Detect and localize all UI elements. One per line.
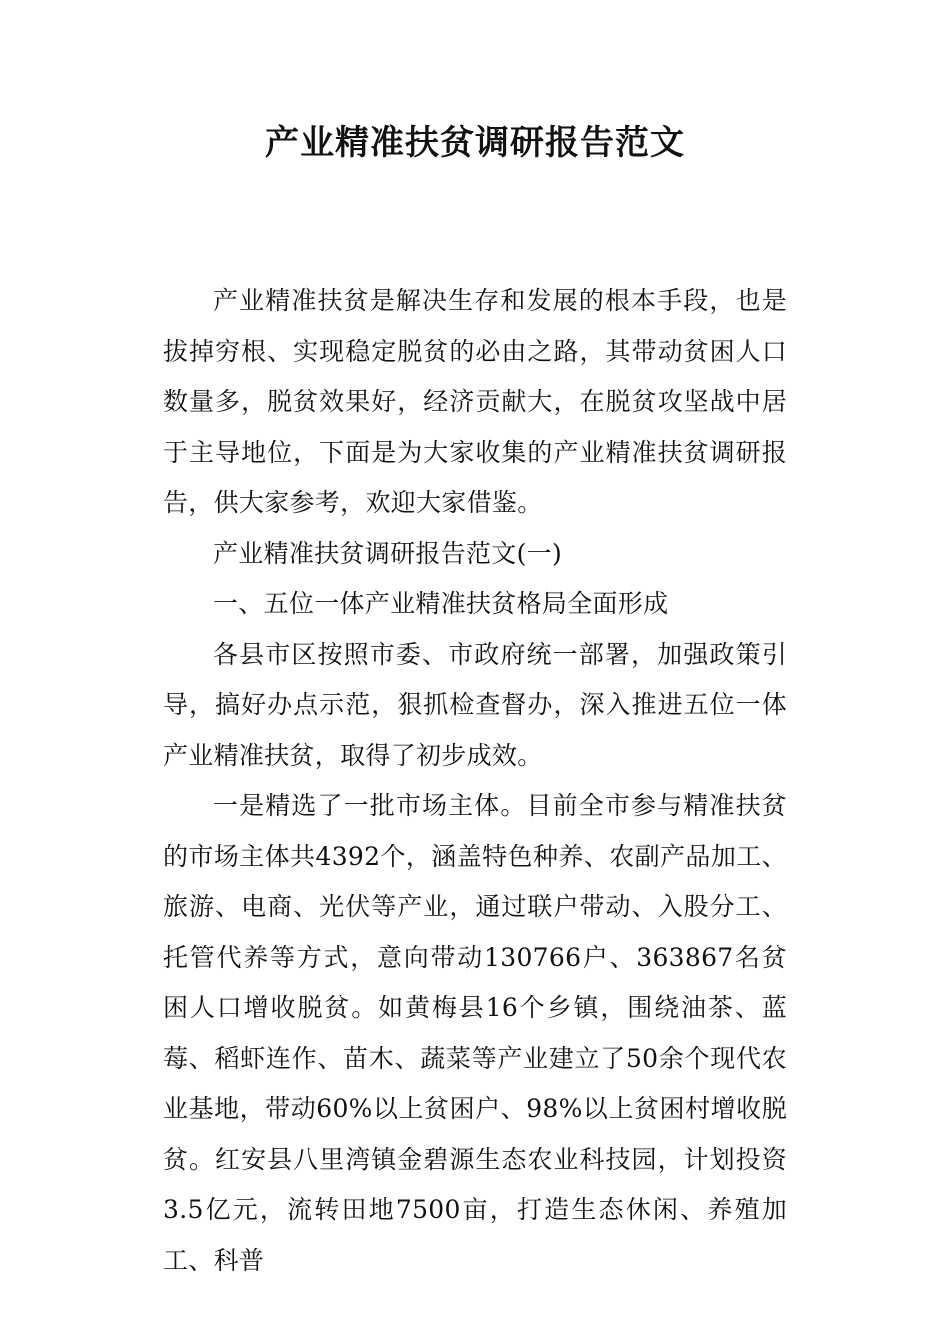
paragraph-intro: 产业精准扶贫是解决生存和发展的根本手段，也是拔掉穷根、实现稳定脱贫的必由之路，其带动贫困人口数量多，脱贫效果好，经济贡献大，在脱贫攻坚战中居于主导地位，下面是为大家收集的产业精准扶贫调研报告，供大家参考，欢迎大家借鉴。 — [163, 286, 787, 517]
paragraph-overview: 各县市区按照市委、市政府统一部署，加强政策引导，搞好办点示范，狠抓检查督办，深入推进五位一体产业精准扶贫，取得了初步成效。 — [163, 639, 787, 770]
paragraph-heading-one: 一、五位一体产业精准扶贫格局全面形成 — [213, 589, 669, 618]
paragraph-market-entities: 一是精选了一批市场主体。目前全市参与精准扶贫的市场主体共4392个，涵盖特色种养、农副产品加工、旅游、电商、光伏等产业，通过联户带动、入股分工、托管代养等方式，意向带动130766户、363867名贫困人口增收脱贫。如黄梅县16个乡镇，围绕油茶、蓝莓、稻虾连作、苗木、蔬菜等产业建立了50余个现代农业基地，带动60%以上贫困户、98%以上贫困村增收脱贫。红安县八里湾镇金碧源生态农业科技园，计划投资3.5亿元，流转田地7500亩，打造生态休闲、养殖加工、科普 — [163, 791, 787, 1275]
document-body — [163, 276, 787, 1286]
paragraph-section-title: 产业精准扶贫调研报告范文(一) — [213, 538, 563, 568]
document-title: 产业精准扶贫调研报告范文 — [265, 123, 685, 163]
